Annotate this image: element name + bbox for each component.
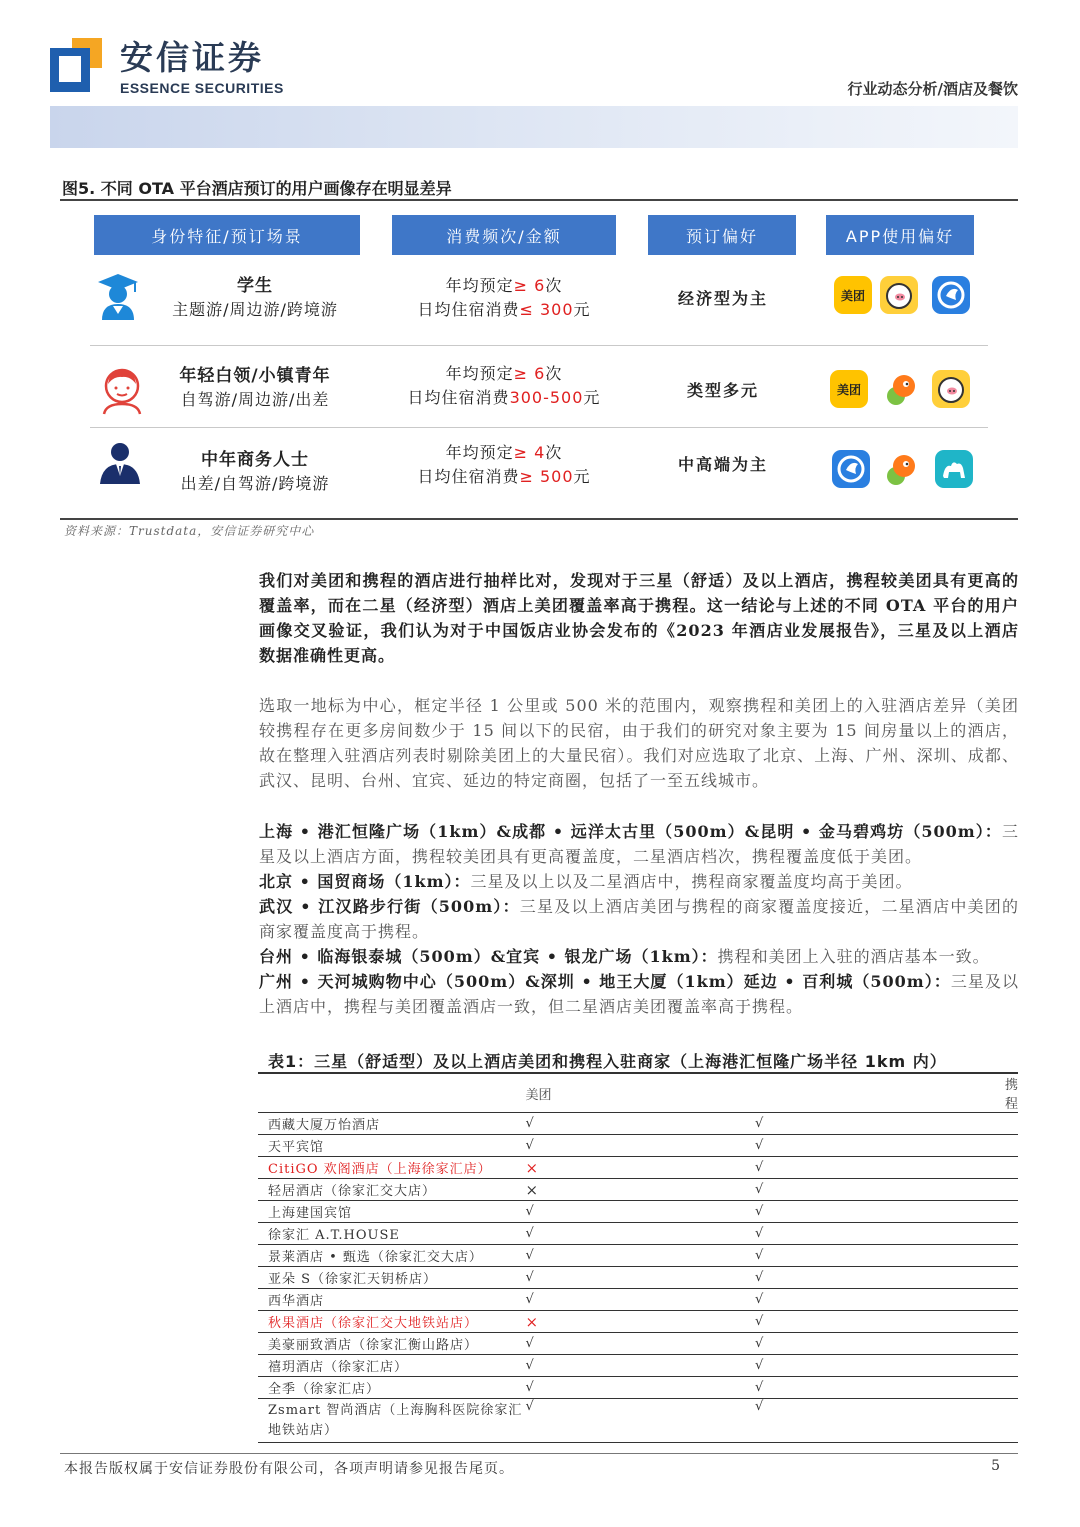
spend-prefix: 日均住宿消费 bbox=[407, 388, 510, 407]
freq-prefix: 年均预定 bbox=[445, 443, 514, 462]
table-row bbox=[258, 1179, 1018, 1201]
figure-top-rule bbox=[60, 199, 1018, 201]
table-row bbox=[258, 1157, 1018, 1179]
meituan-mark: × bbox=[526, 1311, 755, 1333]
meituan-mark: √ bbox=[526, 1399, 755, 1443]
table-row bbox=[258, 1223, 1018, 1245]
ctrip-mark: √ bbox=[755, 1113, 1018, 1135]
spend-value: 300-500 bbox=[509, 388, 584, 407]
row-1-identity bbox=[140, 274, 370, 322]
finding-lead: 上海 • 港汇恒隆广场（1km）&成都 • 远洋太古里（500m）&昆明 • 金马碧鸡坊（500m）： bbox=[259, 822, 1002, 841]
table-row bbox=[258, 1355, 1018, 1377]
ctrip-mark: √ bbox=[755, 1201, 1018, 1223]
ctrip-app-icon bbox=[932, 276, 970, 314]
hotel-name: CitiGO 欢阁酒店（上海徐家汇店） bbox=[258, 1157, 526, 1179]
student-icon bbox=[92, 270, 144, 322]
footer-rule bbox=[60, 1453, 1018, 1454]
finding-text: 三星及以上酒店美团与携程的商家覆盖度接近，二星酒店中美团的商家覆盖度高于携程。 bbox=[259, 897, 1019, 941]
qunar-app-icon bbox=[882, 450, 920, 488]
hotel-name: 上海建国宾馆 bbox=[258, 1201, 526, 1223]
column-header-app: APP使用偏好 bbox=[826, 215, 974, 255]
table-row bbox=[258, 1289, 1018, 1311]
row-separator bbox=[90, 427, 988, 428]
feizhu-app-icon bbox=[932, 370, 970, 408]
row-3-identity bbox=[140, 448, 370, 496]
persona-scenes: 主题游/周边游/跨境游 bbox=[172, 300, 338, 319]
finding-item bbox=[259, 819, 1019, 869]
finding-item bbox=[259, 869, 1019, 894]
logo-english-name: ESSENCE SECURITIES bbox=[120, 80, 284, 96]
figure-bottom-rule bbox=[60, 518, 1018, 520]
meituan-mark: √ bbox=[526, 1201, 755, 1223]
company-logo-text bbox=[120, 38, 284, 96]
ctrip-mark: √ bbox=[755, 1245, 1018, 1267]
findings-block bbox=[259, 819, 1019, 1019]
row-2-preference: 类型多元 bbox=[686, 381, 759, 400]
ctrip-mark: √ bbox=[755, 1355, 1018, 1377]
svg-text:美团: 美团 bbox=[836, 383, 862, 397]
paragraph-conclusion: 我们对美团和携程的酒店进行抽样比对，发现对于三星（舒适）及以上酒店，携程较美团具有更高的覆盖率，而在二星（经济型）酒店上美团覆盖率高于携程。这一结论与上述的不同 OTA 平台的用户画像交叉验证，我们认为对于中国饭店业协会发布的《2023 年酒店业发展报告》，三星及以上酒店数据准确性更高。 bbox=[259, 571, 1019, 665]
ctrip-mark: √ bbox=[755, 1223, 1018, 1245]
meituan-app-icon bbox=[830, 370, 868, 408]
hotel-name: 亚朵 S（徐家汇天钥桥店） bbox=[258, 1267, 526, 1289]
spend-prefix: 日均住宿消费 bbox=[417, 467, 520, 486]
finding-lead: 台州 • 临海银泰城（500m）&宜宾 • 银龙广场（1km）： bbox=[259, 947, 718, 966]
ctrip-app-icon bbox=[832, 450, 870, 488]
ctrip-mark: √ bbox=[755, 1157, 1018, 1179]
meituan-mark: √ bbox=[526, 1135, 755, 1157]
hotel-name: 徐家汇 A.T.HOUSE bbox=[258, 1223, 526, 1245]
finding-item bbox=[259, 969, 1019, 1019]
table-header-row bbox=[258, 1074, 1018, 1113]
column-header-frequency: 消费频次/金额 bbox=[392, 215, 616, 255]
ctrip-mark: √ bbox=[755, 1289, 1018, 1311]
persona-scenes: 自驾游/周边游/出差 bbox=[180, 390, 330, 409]
row-2-frequency bbox=[392, 362, 616, 410]
spend-suffix: 元 bbox=[583, 388, 601, 407]
freq-value: ≥ 6 bbox=[513, 276, 546, 295]
row-1-frequency bbox=[392, 274, 616, 322]
table-title: 表1：三星（舒适型）及以上酒店美团和携程入驻商家（上海港汇恒隆广场半径 1km 内） bbox=[268, 1052, 947, 1071]
freq-value: ≥ 6 bbox=[513, 364, 546, 383]
meituan-mark: √ bbox=[526, 1223, 755, 1245]
header-banner bbox=[50, 106, 1018, 148]
figure-title: 图5. 不同 OTA 平台酒店预订的用户画像存在明显差异 bbox=[62, 179, 452, 198]
svg-text:美团: 美团 bbox=[840, 289, 866, 303]
spend-value: ≥ 500 bbox=[519, 467, 574, 486]
meituan-mark: √ bbox=[526, 1377, 755, 1399]
finding-lead: 武汉 • 江汉路步行街（500m）： bbox=[259, 897, 520, 916]
finding-text: 携程和美团上入驻的酒店基本一致。 bbox=[717, 947, 990, 966]
row-3-preference: 中高端为主 bbox=[677, 455, 768, 474]
persona-name: 中年商务人士 bbox=[201, 450, 309, 470]
finding-item bbox=[259, 944, 1019, 969]
spend-value: ≤ 300 bbox=[519, 300, 574, 319]
table-row bbox=[258, 1135, 1018, 1157]
meituan-mark: × bbox=[526, 1179, 755, 1201]
table-row bbox=[258, 1245, 1018, 1267]
hotel-name: 西华酒店 bbox=[258, 1289, 526, 1311]
persona-scenes: 出差/自驾游/跨境游 bbox=[180, 474, 330, 493]
figure-source: 资料来源：Trustdata，安信证券研究中心 bbox=[64, 524, 315, 538]
finding-lead: 广州 • 天河城购物中心（500m）&深圳 • 地王大厦（1km）延边 • 百利城（500m）： bbox=[259, 972, 951, 991]
table-header-meituan: 美团 bbox=[526, 1074, 755, 1113]
tongcheng-app-icon bbox=[935, 450, 973, 488]
table-row bbox=[258, 1201, 1018, 1223]
hotel-name: 秋果酒店（徐家汇交大地铁站店） bbox=[258, 1311, 526, 1333]
meituan-mark: √ bbox=[526, 1355, 755, 1377]
table-row bbox=[258, 1377, 1018, 1399]
finding-lead: 北京 • 国贸商场（1km）： bbox=[259, 872, 471, 891]
table-row bbox=[258, 1113, 1018, 1135]
finding-text: 三星及以上酒店中，携程与美团覆盖酒店一致，但二星酒店美团覆盖率高于携程。 bbox=[259, 972, 1019, 1016]
column-header-preference: 预订偏好 bbox=[648, 215, 796, 255]
meituan-mark: √ bbox=[526, 1333, 755, 1355]
row-separator bbox=[90, 345, 988, 346]
hotel-name: 禧玥酒店（徐家汇店） bbox=[258, 1355, 526, 1377]
finding-item bbox=[259, 894, 1019, 944]
footer-disclaimer: 本报告版权属于安信证券股份有限公司，各项声明请参见报告尾页。 bbox=[64, 1461, 514, 1477]
ctrip-mark: √ bbox=[755, 1311, 1018, 1333]
page-number: 5 bbox=[991, 1458, 1000, 1474]
spend-suffix: 元 bbox=[573, 467, 591, 486]
freq-prefix: 年均预定 bbox=[445, 276, 514, 295]
table-row bbox=[258, 1333, 1018, 1355]
business-person-icon bbox=[94, 440, 146, 492]
hotel-name: 西藏大厦万怡酒店 bbox=[258, 1113, 526, 1135]
table-row bbox=[258, 1311, 1018, 1333]
meituan-mark: √ bbox=[526, 1245, 755, 1267]
hotel-name: 景莱酒店 • 甄选（徐家汇交大店） bbox=[258, 1245, 526, 1267]
hotel-name: 全季（徐家汇店） bbox=[258, 1377, 526, 1399]
company-logo-mark bbox=[50, 38, 102, 94]
freq-suffix: 次 bbox=[545, 364, 563, 383]
qunar-app-icon bbox=[882, 370, 920, 408]
hotel-coverage-table bbox=[258, 1074, 1018, 1443]
meituan-mark: √ bbox=[526, 1267, 755, 1289]
logo-chinese-name: 安信证券 bbox=[120, 38, 264, 77]
column-header-identity: 身份特征/预订场景 bbox=[94, 215, 360, 255]
meituan-app-icon bbox=[834, 276, 872, 314]
finding-text: 三星及以上酒店方面，携程较美团具有更高覆盖度，二星酒店档次，携程覆盖度低于美团。 bbox=[259, 822, 1019, 866]
ctrip-mark: √ bbox=[755, 1267, 1018, 1289]
persona-name: 年轻白领/小镇青年 bbox=[179, 366, 331, 386]
table-header-hotel bbox=[258, 1074, 526, 1113]
freq-prefix: 年均预定 bbox=[445, 364, 514, 383]
ctrip-mark: √ bbox=[755, 1179, 1018, 1201]
freq-suffix: 次 bbox=[545, 443, 563, 462]
ctrip-mark: √ bbox=[755, 1399, 1018, 1443]
hotel-name: 天平宾馆 bbox=[258, 1135, 526, 1157]
finding-text: 三星及以上以及二星酒店中，携程商家覆盖度均高于美团。 bbox=[470, 872, 913, 891]
paragraph-methodology: 选取一地标为中心，框定半径 1 公里或 500 米的范围内，观察携程和美团上的入驻酒店差异（美团较携程存在更多房间数少于 15 间以下的民宿，由于我们的研究对象主要为 15 间房量以上的酒店，故在整理入驻酒店列表时剔除美团上的大量民宿）。我们对应选取了北京、上海、广州、深圳、成都、武汉、昆明、台州、宜宾、延边的特定商圈，包括了一至五线城市。 bbox=[259, 696, 1019, 790]
spend-suffix: 元 bbox=[573, 300, 591, 319]
row-1-preference: 经济型为主 bbox=[677, 289, 768, 308]
row-2-identity bbox=[140, 364, 370, 412]
ctrip-mark: √ bbox=[755, 1333, 1018, 1355]
hotel-name: Zsmart 智尚酒店（上海胸科医院徐家汇地铁站店） bbox=[258, 1399, 526, 1443]
hotel-name: 美豪丽致酒店（徐家汇衡山路店） bbox=[258, 1333, 526, 1355]
meituan-mark: √ bbox=[526, 1289, 755, 1311]
ctrip-mark: √ bbox=[755, 1135, 1018, 1157]
table-row bbox=[258, 1399, 1018, 1443]
ctrip-mark: √ bbox=[755, 1377, 1018, 1399]
freq-value: ≥ 4 bbox=[513, 443, 546, 462]
table-row bbox=[258, 1267, 1018, 1289]
report-section-label: 行业动态分析/酒店及餐饮 bbox=[847, 80, 1018, 98]
meituan-mark: √ bbox=[526, 1113, 755, 1135]
freq-suffix: 次 bbox=[545, 276, 563, 295]
persona-name: 学生 bbox=[237, 276, 273, 296]
meituan-mark: × bbox=[526, 1157, 755, 1179]
feizhu-app-icon bbox=[880, 276, 918, 314]
spend-prefix: 日均住宿消费 bbox=[417, 300, 520, 319]
hotel-name: 轻居酒店（徐家汇交大店） bbox=[258, 1179, 526, 1201]
row-3-frequency bbox=[392, 441, 616, 489]
table-header-ctrip: 携程 bbox=[755, 1074, 1018, 1113]
